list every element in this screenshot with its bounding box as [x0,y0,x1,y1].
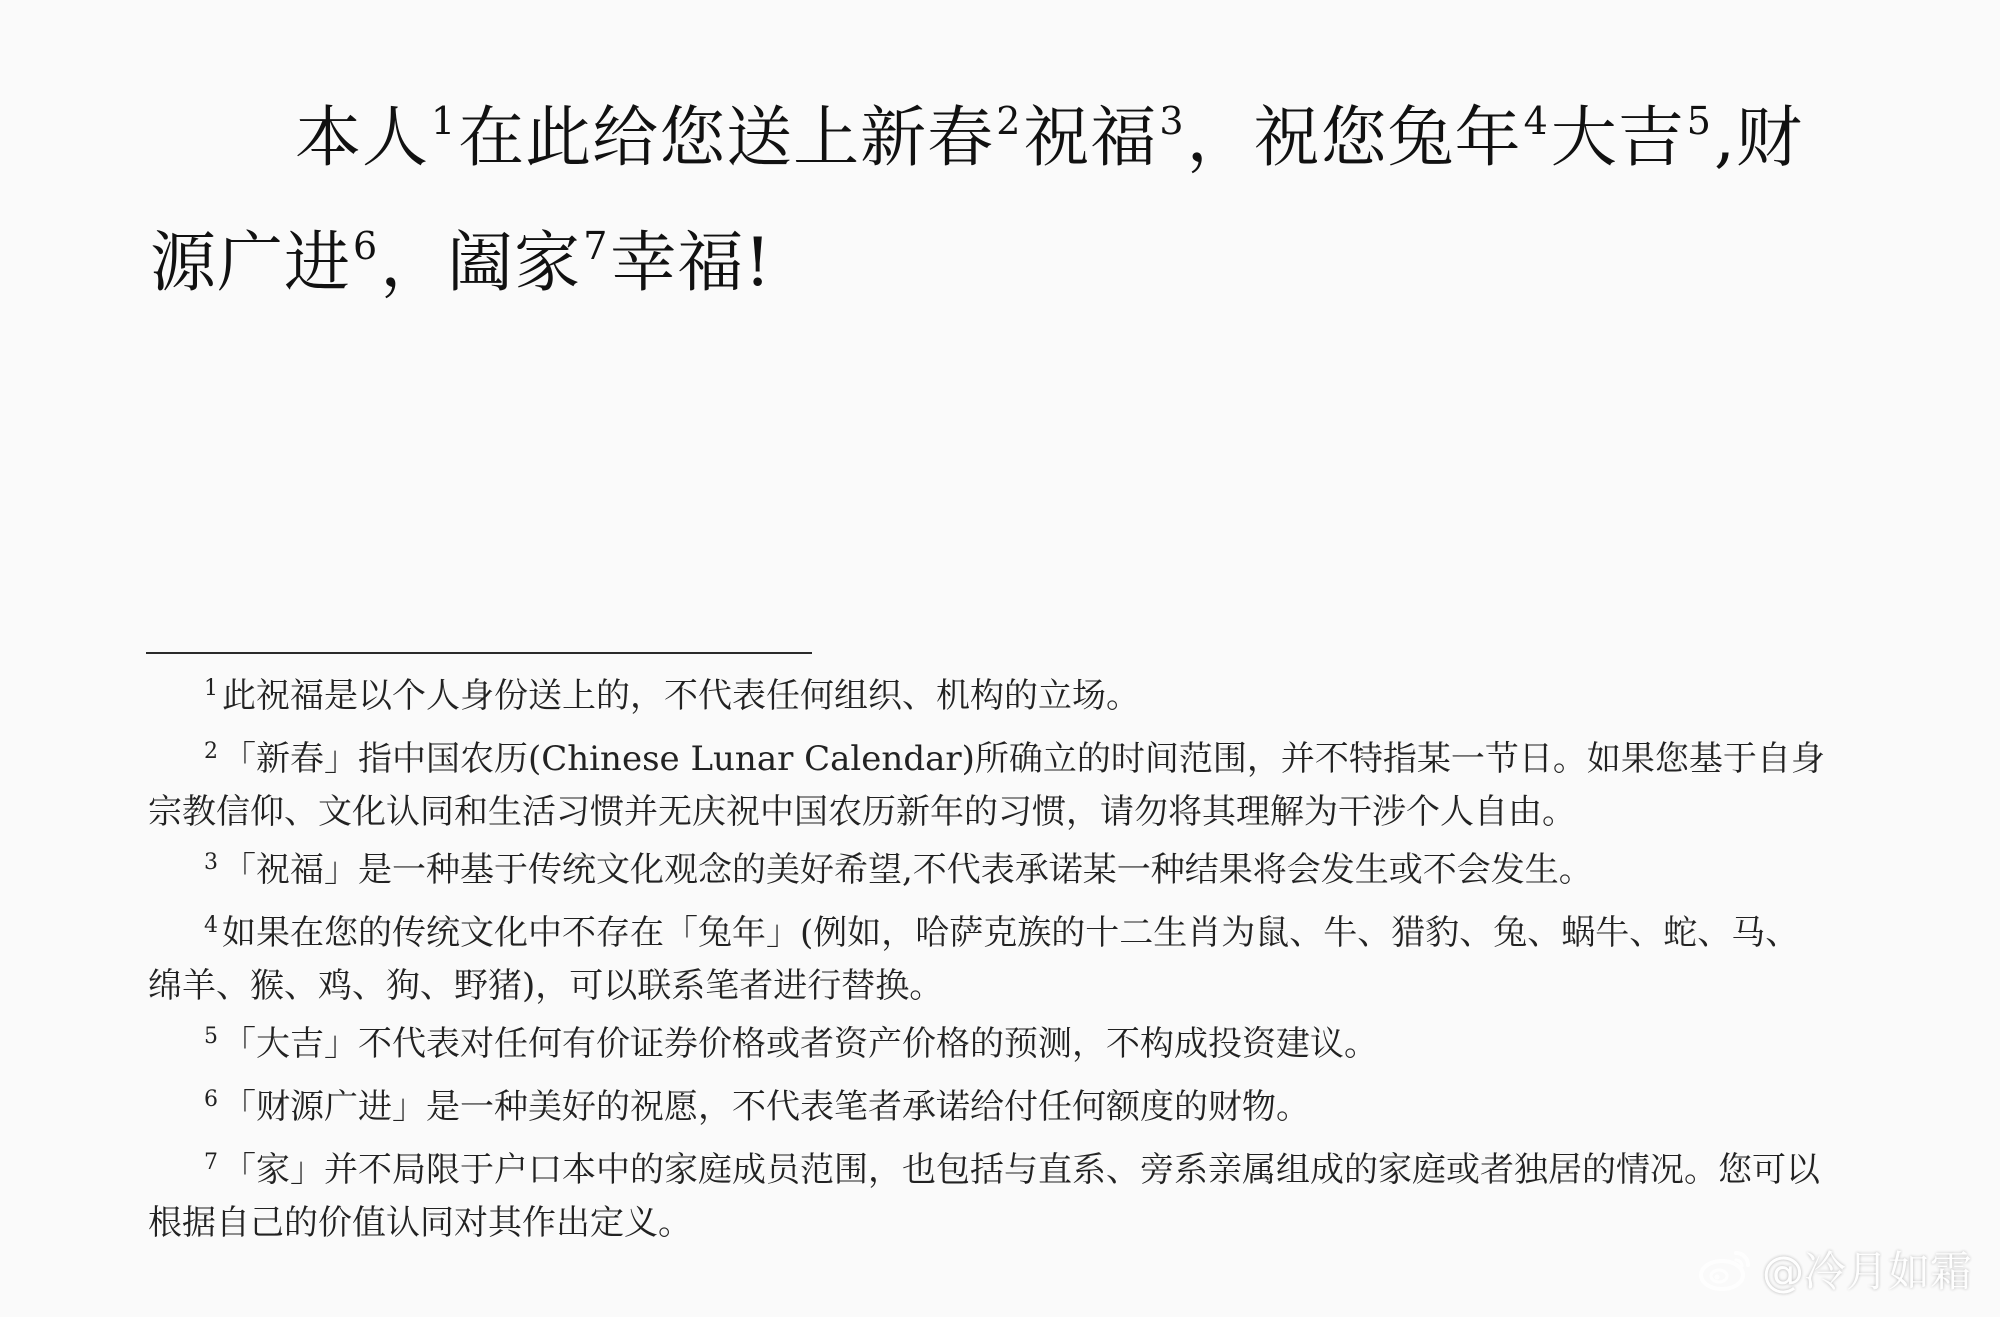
footnote-number: 7 [204,1150,218,1175]
footnote-number: 2 [204,739,218,764]
blessing-text [150,80,1830,330]
footnote-ref-3[interactable]: 3 [1159,99,1185,143]
footnote-number: 3 [204,850,218,875]
footnote-4 [148,909,1828,1010]
footnote-number: 5 [204,1024,218,1049]
footnote-ref-2[interactable]: 2 [996,99,1022,143]
watermark-text: @冷月如霜 [1761,1247,1972,1296]
footnote-3 [148,846,1828,899]
footnote-text: 「新春」指中国农历(Chinese Lunar Calendar)所确立的时间范围，并不特指某一节日。如果您基于自身宗教信仰、文化认同和生活习惯并无庆祝中国农历新年的习惯，请勿将其理解为干涉个人自由。 [148,739,1825,832]
blessing-part: ，祝您兔年 [1186,99,1522,176]
footnote-text: 「财源广进」是一种美好的祝愿，不代表笔者承诺给付任何额度的财物。 [222,1087,1310,1127]
watermark [1698,1239,1972,1299]
footnotes-section [148,672,1828,1257]
blessing-part: ，阖家 [380,224,582,301]
blessing-part: 在此给您送上新春 [458,99,995,176]
footnote-text: 「祝福」是一种基于传统文化观念的美好希望,不代表承诺某一种结果将会发生或不会发生。 [222,850,1593,890]
footnote-separator [146,652,812,654]
footnote-text: 如果在您的传统文化中不存在「兔年」(例如，哈萨克族的十二生肖为鼠、牛、猎豹、兔、蜗牛、蛇、马、绵羊、猴、鸡、狗、野猪)，可以联系笔者进行替换。 [148,913,1800,1006]
blessing-part: 祝福 [1023,99,1158,176]
footnote-text: 此祝福是以个人身份送上的，不代表任何组织、机构的立场。 [222,676,1140,716]
blessing-part: ,财源广进 [150,99,1803,301]
footnote-7 [148,1146,1828,1247]
footnote-1 [148,672,1828,725]
blessing-part: 幸福! [610,224,772,301]
footnote-number: 6 [204,1087,218,1112]
footnote-ref-7[interactable]: 7 [583,224,609,268]
blessing-part: 本人 [295,99,429,176]
footnote-text: 「大吉」不代表对任何有价证券价格或者资产价格的预测，不构成投资建议。 [222,1024,1378,1064]
footnote-text: 「家」并不局限于户口本中的家庭成员范围，也包括与直系、旁系亲属组成的家庭或者独居的情况。您可以根据自己的价值认同对其作出定义。 [148,1150,1820,1243]
footnote-ref-1[interactable]: 1 [431,99,457,143]
footnote-6 [148,1083,1828,1136]
footnote-2 [148,735,1828,836]
blessing-part: 大吉 [1550,99,1685,176]
weibo-icon [1698,1245,1754,1293]
footnote-ref-5[interactable]: 5 [1686,99,1712,143]
footnote-number: 4 [204,913,218,938]
footnote-ref-6[interactable]: 6 [353,224,379,268]
footnote-number: 1 [204,676,218,701]
footnote-5 [148,1020,1828,1073]
footnote-ref-4[interactable]: 4 [1523,99,1549,143]
